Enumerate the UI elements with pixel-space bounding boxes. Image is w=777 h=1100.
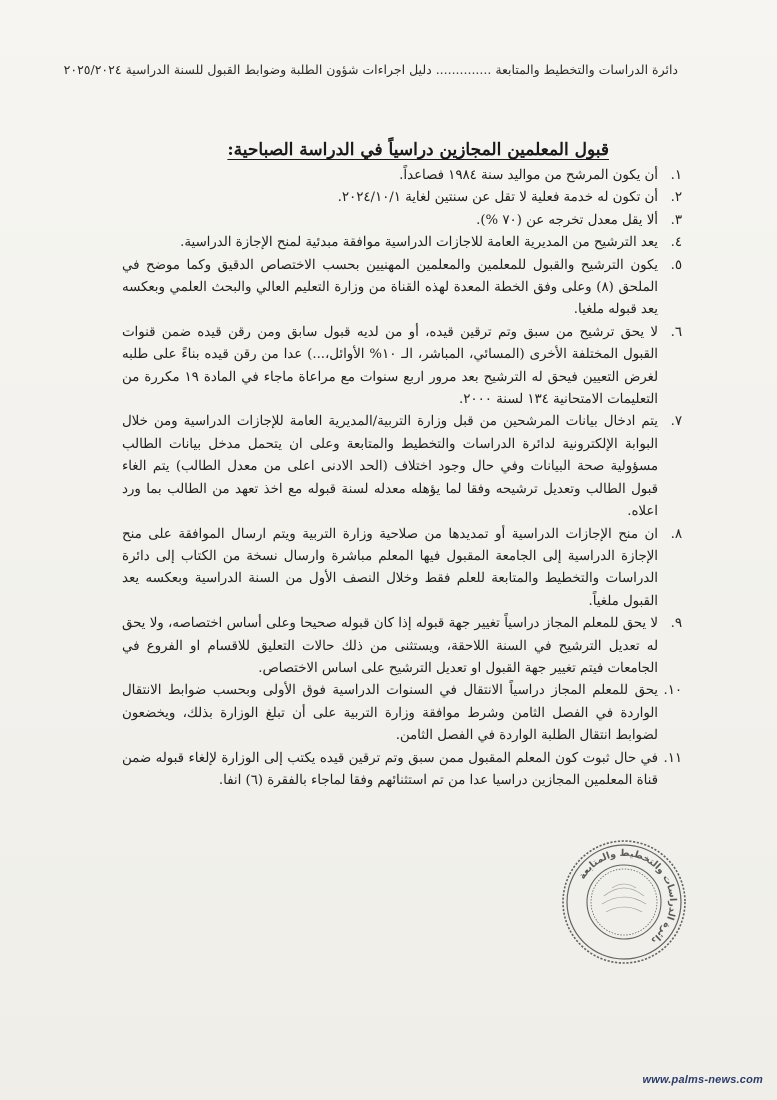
condition-item	[122, 524, 682, 614]
condition-number: ٧.	[670, 414, 682, 430]
source-watermark-url: www.palms-news.com	[642, 1074, 763, 1086]
condition-number: ٢.	[670, 190, 682, 206]
condition-number: ٥.	[670, 257, 682, 273]
condition-number: ١١.	[663, 750, 682, 766]
condition-text: ألا يقل معدل تخرجه عن (٧٠ %).	[476, 212, 658, 228]
condition-number: ٦.	[670, 324, 682, 340]
condition-number: ٨.	[670, 526, 682, 542]
header-department: دائرة الدراسات والتخطيط والمتابعة	[495, 62, 678, 77]
condition-item	[122, 232, 682, 254]
condition-text: يتم ادخال بيانات المرشحين من قبل وزارة التربية/المديرية العامة للإجازات الدراسية ومن خلال البوابة الإلكترونية لدائرة الدراسات والتخطيط والمتابعة وعلى ان يتحمل مدخل بيانات الطالب مسؤولية صحة البيانات وفي حال وجود اختلاف (الحد الادنى اعلى من معدل الطالب) يتم الغاء قبول الطالب وتعديل ترشيحه وفقا لما يؤهله معدله لسنة قبوله مع اخذ تعهد من الطالب بما ورد اعلاه.	[122, 414, 658, 520]
condition-number: ٩.	[670, 616, 682, 632]
condition-text: يكون الترشيح والقبول للمعلمين والمعلمين المهنيين بحسب الاختصاص الدقيق وكما موضح في الملحق (٨) وعلى وفق الخطة المعدة لهذه القناة من وزارة التعليم العالي والبحث العلمي وبعكسه يعد قبوله ملغيا.	[122, 257, 658, 318]
condition-item	[122, 210, 682, 232]
condition-text: في حال ثبوت كون المعلم المقبول ممن سبق وتم ترقين قيده يكتب إلى الوزارة لإلغاء قبوله ضمن قناة المعلمين المجازين دراسيا عدا من تم استثنائهم وفقا لماجاء بالفقرة (٦) انفا.	[122, 750, 658, 788]
header-separator: ..............	[435, 62, 492, 77]
condition-item	[122, 165, 682, 187]
official-seal-stamp	[560, 838, 688, 966]
condition-text: أن تكون له خدمة فعلية لا تقل عن سنتين لغاية ٢٠٢٤/١٠/١.	[337, 190, 658, 206]
seal-text: دائرة الدراسات والتخطيط والمتابعة	[576, 847, 679, 946]
condition-text: لا يحق للمعلم المجاز دراسياً تغيير جهة قبوله إذا كان قبوله صحيحا وعلى أساس اختصاصه، ولا يحق له تعديل الترشيح في السنة اللاحقة، ويستثنى من ذلك حالات التعليق للاقسام او الفروع في الجامعات فيتم تغيير جهة القبول او تعديل الترشيح على اساس الاختصاص.	[122, 616, 658, 676]
header-guide-title: دليل اجراءات شؤون الطلبة وضوابط القبول للسنة الدراسية ٢٠٢٥/٢٠٢٤	[63, 62, 432, 77]
condition-item	[122, 187, 682, 209]
condition-item	[122, 680, 682, 747]
conditions-list	[122, 165, 682, 792]
condition-text: ان منح الإجازات الدراسية أو تمديدها من صلاحية وزارة التربية ويتم ارسال الموافقة على منح الإجازة الدراسية إلى الجامعة المقبول فيها المعلم مباشرة وارسال نسخة من الكتاب إلى دائرة الدراسات والتخطيط والمتابعة للعلم فقط وخلال النصف الأول من السنة الدراسية وبعكسه يعد القبول ملغياً.	[122, 526, 658, 609]
condition-item	[122, 322, 682, 412]
condition-item	[122, 748, 682, 793]
condition-text: يعد الترشيح من المديرية العامة للاجازات الدراسية موافقة مبدئية لمنح الإجازة الدراسية.	[180, 235, 658, 251]
condition-text: يحق للمعلم المجاز دراسياً الانتقال في السنوات الدراسية فوق الأولى وبحسب ضوابط الانتقال الواردة في الفصل الثامن وشرط موافقة وزارة التربية على أن تبلغ الوزارة بذلك، ويخضعون لضوابط انتقال الطلبة الواردة في الفصل الثامن.	[122, 683, 658, 744]
condition-item	[122, 411, 682, 523]
condition-number: ١.	[670, 168, 682, 183]
condition-number: ٤.	[670, 235, 682, 251]
condition-number: ٣.	[670, 212, 682, 228]
condition-item	[122, 613, 682, 680]
section-title: قبول المعلمين المجازين دراسياً في الدراسة الصباحية:	[227, 140, 609, 160]
condition-item	[122, 255, 682, 322]
running-header	[63, 62, 678, 77]
condition-text: لا يحق ترشيح من سبق وتم ترقين قيده، أو من لديه قبول سابق ومن رقن قيده ضمن قنوات القبول المختلفة الأخرى (المسائي، المباشر، الـ ١٠% الأوائل،...) عدا من رقن قيده بناءً على طلبه لغرض التعيين فيحق له الترشيح بعد مرور اربع سنوات مع مراعاة ماجاء في المادة ١٩ مكررة من التعليمات الامتحانية ١٣٤ لسنة ٢٠٠٠.	[122, 324, 659, 408]
condition-number: ١٠.	[663, 683, 682, 699]
condition-text: أن يكون المرشح من مواليد سنة ١٩٨٤ فصاعداً.	[399, 168, 658, 183]
